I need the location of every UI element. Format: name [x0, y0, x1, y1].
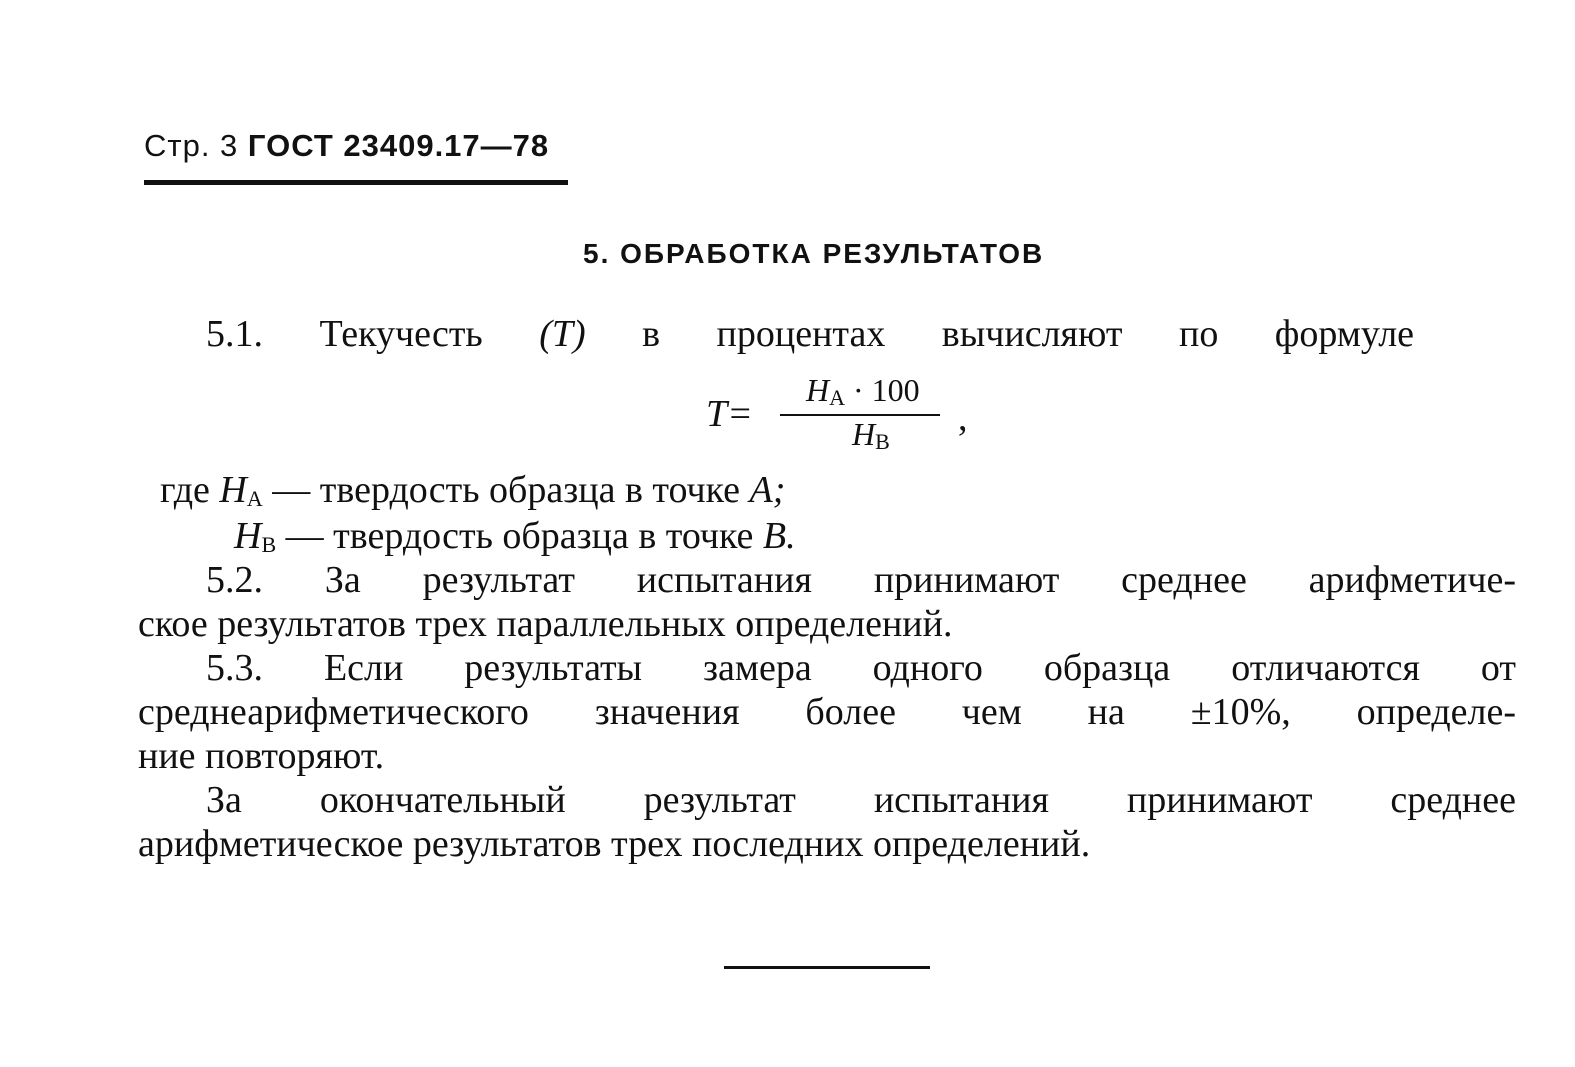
end-rule	[724, 966, 930, 969]
clause-5-1-symbol: (T)	[539, 313, 586, 355]
final-line-2: арифметическое результатов трех последних определений.	[138, 823, 1091, 865]
formula-denominator: HB	[852, 416, 890, 454]
formula-lhs: T=	[706, 393, 753, 435]
page-header	[144, 128, 549, 164]
section-title: 5. ОБРАБОТКА РЕЗУЛЬТАТОВ	[583, 238, 1045, 269]
page-number: Стр. 3	[144, 128, 239, 163]
clause-5-3-line-2: среднеарифметического значения более чем на ±10%, определе-	[138, 691, 1516, 733]
where-a-var: H	[219, 469, 247, 511]
clause-5-3-line-1: 5.3. Если результаты замера одного образца отличаются от	[206, 647, 1516, 689]
final-line-1: За окончательный результат испытания принимают среднее	[206, 779, 1516, 821]
clause-5-3-line-3: ние повторяют.	[138, 735, 385, 777]
clause-5-2-line-2: ское результатов трех параллельных определений.	[138, 603, 953, 645]
where-a-text: — твердость образца в точке	[272, 469, 740, 511]
standard-number: ГОСТ 23409.17—78	[247, 128, 550, 163]
clause-5-1-text-a: Текучесть	[319, 313, 483, 355]
where-b-sub: B	[261, 532, 277, 557]
where-a-sub: A	[246, 486, 263, 511]
where-b-point: B.	[762, 515, 796, 557]
clause-5-1-text-b: в процентах вычисляют по формуле	[642, 313, 1415, 355]
formula-comma: ,	[958, 397, 968, 439]
clause-5-1	[206, 312, 1414, 356]
where-lead: где	[160, 469, 210, 511]
clause-5-1-number: 5.1.	[206, 313, 263, 355]
header-rule	[144, 180, 568, 185]
where-b-text: — твердость образца в точке	[285, 515, 754, 557]
where-a-point: A;	[749, 469, 786, 511]
clause-5-2-line-1: 5.2. За результат испытания принимают среднее арифметиче-	[206, 559, 1516, 601]
where-b-var: H	[234, 515, 262, 557]
formula-numerator: HA · 100	[806, 372, 920, 410]
